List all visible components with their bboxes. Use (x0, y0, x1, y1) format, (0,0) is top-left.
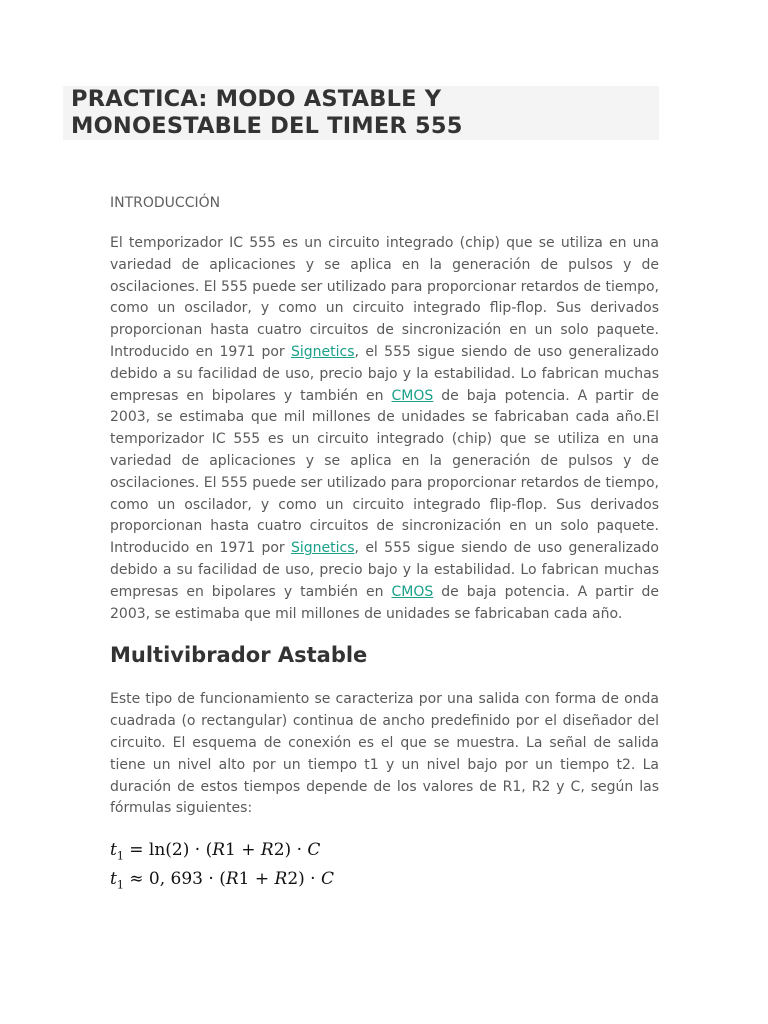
formula-2-r2n: 2) · (287, 868, 321, 889)
intro-text-2: , el 555 sigue siendo de uso generalizado debido a su facilidad de uso, precio bajo y la estabilidad. Lo fabrican muchas empresas en bipolares y también en (110, 343, 659, 404)
formula-1 (110, 839, 659, 867)
section-heading: Multivibrador Astable (110, 643, 368, 668)
formula-1-rest: · ( (189, 840, 213, 861)
signetics-link[interactable]: Signetics (291, 343, 355, 360)
page-title-line1: PRACTICA: MODO ASTABLE Y (71, 86, 442, 112)
intro-text-3: de baja potencia. A partir de 2003, se estimaba que mil millones de unidades se fabricaban cada año.El temporizador IC 555 es un circuito integrado (chip) que se utiliza en una variedad de aplicaciones y se aplica en la generación de pulsos y de oscilaciones. El 555 puede ser utilizado para proporcionar retardos de tiempo, como un oscilador, y como un circuito integrado flip-flop. Sus derivados proporcionan hasta cuatro circuitos de sincronización en un solo paquete. Introducido en 1971 por (110, 387, 659, 557)
formula-2-r1: R (225, 868, 239, 889)
formula-2-op: ≈ (123, 868, 149, 889)
formula-1-sub: 1 (116, 849, 124, 863)
formula-2-c: C (321, 868, 335, 889)
page-title (71, 86, 659, 140)
formula-2-var: t (110, 868, 117, 889)
formula-1-c: C (307, 840, 321, 861)
page-title-line2: MONOESTABLE DEL TIMER 555 (71, 113, 463, 139)
intro-text-4: , el 555 sigue siendo de uso generalizado debido a su facilidad de uso, precio bajo y la estabilidad. Lo fabrican muchas empresas en bipolares y también en (110, 540, 659, 600)
intro-label: INTRODUCCIÓN (110, 195, 221, 211)
intro-text-1: El temporizador IC 555 es un circuito integrado (chip) que se utiliza en una variedad de aplicaciones y se aplica en la generación de pulsos y de oscilaciones. El 555 puede ser utilizado para proporcionar retardos de tiempo, como un oscilador, y como un circuito integrado flip-flop. Sus derivados proporcionan hasta cuatro circuitos de sincronización en un solo paquete. Introducido en 1971 por (110, 235, 659, 360)
formula-2-sub: 1 (116, 877, 124, 891)
formula-1-r1: R (212, 840, 226, 861)
signetics-link[interactable]: Signetics (291, 540, 355, 557)
cmos-link[interactable]: CMOS (391, 583, 434, 600)
section-paragraph: Este tipo de funcionamiento se caracteriza por una salida con forma de onda cuadrada (o rectangular) continua de ancho predefinido por el diseñador del circuito. El esquema de conexión es el que se muestra. La señal de salida tiene un nivel alto por un tiempo t1 y un nivel bajo por un tiempo t2. La duración de estos tiempos depende de los valores de R1, R2 y C, según las fórmulas siguientes: (110, 691, 659, 817)
formula-2-r1n: 1 + (238, 868, 275, 889)
formula-1-r2n: 2) · (273, 840, 308, 861)
intro-paragraph (110, 233, 659, 625)
formula-2-rest: · ( (202, 868, 226, 889)
document-body (110, 192, 659, 896)
formula-2-r2: R (274, 868, 288, 889)
intro-text-5: de baja potencia. A partir de 2003, se estimaba que mil millones de unidades se fabricaban cada año. (110, 583, 659, 622)
formula-1-fn: ln(2) (148, 840, 190, 861)
formula-2 (110, 868, 659, 896)
formula-1-var: t (110, 840, 117, 861)
formula-2-num: 0, 693 (148, 868, 203, 889)
formula-1-r2: R (260, 840, 274, 861)
formula-1-r1n: 1 + (225, 840, 261, 861)
formula-block (110, 839, 659, 896)
formula-1-op: = (123, 840, 149, 861)
cmos-link[interactable]: CMOS (391, 387, 434, 404)
